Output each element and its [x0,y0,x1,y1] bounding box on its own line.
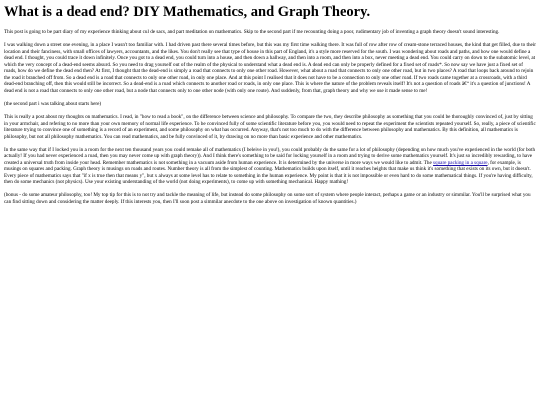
locked-room-text-before: In the same way that if I locked you in a room for the next ten thousand years you could remake all of mathematics (I beleive in you!), you could probably do the same for a lot of philosophy (depending on how much you've experienced in the world (for both actually! If you had never experienced a road, then you may never come up with graph theory)). And I think there's something to be said for locking yourself in a room and trying to derive some mathematics yourself. It's just so incredibly rewarding, to have created a universal truth from inside your head. Remember mathematics is not something in a vacuum aside from human experience. It is determined by the universe in more ways we would like to admit. The [4,146,536,166]
page-title: What is a dead end? DIY Mathematics, and Graph Theory. [4,4,371,20]
dead-end-paragraph: I was walking down a street one evening, in a place I wasn't too familiar with. I had driven past there several times before, but this was my first time walking there. It was full of row after row of cream-stone terraced houses, the kind that get filled, due to their location and their fanciness, with small offices of lawyers, accountants, and the likes. You don't really see that type of house in this part of England, it's a style more reserved for the south. I was wondering about roads and paths, and how one would define a dead end. I thought, you could trace it down infinitely. Once you got to a dead end, you could turn into a house, and then down a hallway, and then into a room, and then into a box, never meeting a dead end. You could carry on down to the subatomic level, at which the very concept of a dead-end seems absurd. So you need to drag yourself out of the realm of the physical to understand what a dead end is. A dead end can only be properly defined for a fixed set of roads*. So now say we have just a fixed set of roads, how do we define the dead end then? At first, I thought that the dead-end is simply a road that connects to only one other road. However, what about a road that connects to only one other road, but in two places? A road that loops back around to rejoin the road it branched off from. So a dead end is a road that connects to only one other road, in only one place. And at this point I realised that it does not have to be a connection to only one other road. If two roads came together at a crossroads, with a third dead-end branching off, then this would still be incorrect. So a dead-end is a road which connects to another road or roads, in only one place. This is where the nature of the problem reveals itself! It's not a question of roads â€“ it's a question of junctions! A dead end is not a road that connects to only one other road, but a node that connects only to one other node (with only one route). And suddenly, from that, graph theory and why we use it made sense to me! [4,42,536,94]
bonus-paragraph: (bonus - do some amateur philosophy, too! My top tip for this is to not try and tackle the meaning of life, but instead do some philosophy on some sort of system where people interact, perhaps a game or an industry or simmilar. You'll be surprised what you can find sitting down and considering the matter deeply. If this interests you, then I'll soon post a simmilar anecdote to the one above on investigation of known quantities.) [4,192,531,205]
locked-room-paragraph [4,147,536,186]
intro-paragraph: This post is going to be part diary of my experience thinking about cul de sacs, and part meditation on mathematics. Skip to the second part if me recounting doing a poor, rudimentary job of inventing a graph theory doesn't sound interesting. [4,29,500,35]
philosophy-paragraph: This is really a post about my thoughts on mathematics. I read, in "how to read a book", on the difference between science and philosophy. To compare the two, they describe philosophy as something that you could be thoroughly convinced of, just by sitting in your armchair, and refering to no more than your own memory of normal life experience. To be convinced fully of some scientific literature before you, you would need to repeat the experiment the scientists repeated yourself. So, really, a piece of scientific literature trying to convince one of something is a record of an experiment, and some philosophy on what has occurred. Anyway, that's not too much to do with the difference between philosophy and mathematics. By this definition, all mathematics is philosophy, but not all philosophy mathematics. You can read mathematics, and be fully convinced of it, by drawing on no more than basic experience and other mathematics. [4,113,536,140]
square-packing-link[interactable]: square packing in a square [433,159,488,166]
locked-room-text-after: , for example, is musings on squares and packing. Graph theory is musings on roads and routes. Number theory is all from the simplest of counting. Mathematics builds upon itself, until it reaches heights that make us think it's something that exists on its own, but it doesn't. Every piece of mathematics says that "if x is true then that means y", but x always at some level has to relate to something in the human experience. My point is that it is not impossible or even hard to do some mathematical things. If you're having difficulty, then do some mechanics (not physics). Use your existing understanding of the world (not doing experiments), to come up with something mechanical. Happy mathing! [4,159,533,186]
second-part-note: (the second part i was talking about starts here) [4,100,102,107]
